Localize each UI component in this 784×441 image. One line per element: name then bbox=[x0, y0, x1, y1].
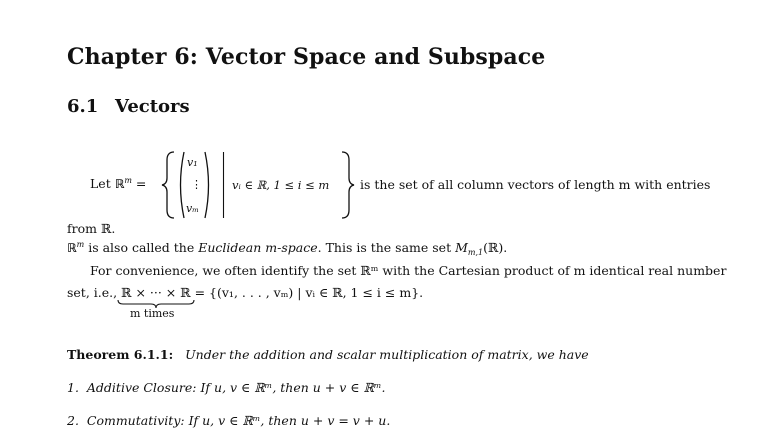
definition-let: Let bbox=[90, 176, 115, 191]
definition-equals: = bbox=[131, 176, 147, 191]
convenience-line-2 bbox=[67, 285, 423, 300]
euclidean-prefix: is also called the bbox=[84, 240, 199, 255]
section-number: 6.1 bbox=[67, 96, 99, 117]
real-set-symbol: ℝ bbox=[114, 177, 125, 191]
euclidean-line bbox=[67, 240, 507, 255]
theorem-statement: Under the addition and scalar multiplication of matrix, we have bbox=[185, 347, 589, 362]
convenience-line-1: For convenience, we often identify the set ℝᵐ with the Cartesian product of m identical real number bbox=[90, 263, 727, 278]
vector-entry-dots: ⋮ bbox=[191, 178, 202, 191]
euclidean-set-exponent: m bbox=[76, 240, 85, 249]
real-set-exponent: m bbox=[124, 176, 132, 185]
vector-left-paren bbox=[176, 150, 186, 220]
theorem-item-number: 2. bbox=[67, 413, 79, 428]
vector-right-paren bbox=[203, 150, 213, 220]
convenience-suffix: = {(v₁, . . . , vₘ) | vᵢ ∈ ℝ, 1 ≤ i ≤ m}. bbox=[190, 285, 424, 300]
matrix-set-name: M bbox=[455, 240, 468, 255]
section-heading bbox=[67, 96, 190, 117]
theorem-label: Theorem 6.1.1: bbox=[67, 347, 174, 362]
theorem-item bbox=[67, 380, 386, 395]
chapter-title: Chapter 6: Vector Space and Subspace bbox=[67, 44, 546, 70]
euclidean-set-symbol: ℝ bbox=[67, 241, 77, 255]
definition-continuation: from ℝ. bbox=[67, 221, 116, 236]
theorem-item bbox=[67, 413, 390, 428]
theorem-line bbox=[67, 347, 589, 362]
euclidean-middle: . This is the same set bbox=[317, 240, 456, 255]
vector-entry-last: vₘ bbox=[186, 202, 199, 215]
definition-lead bbox=[90, 176, 146, 191]
cartesian-product: ℝ × ··· × ℝ bbox=[121, 285, 191, 300]
matrix-set-subscript: m,1 bbox=[467, 248, 484, 257]
definition-condition: vᵢ ∈ ℝ, 1 ≤ i ≤ m bbox=[232, 178, 330, 192]
section-title: Vectors bbox=[115, 96, 190, 117]
theorem-item-number: 1. bbox=[67, 380, 79, 395]
definition-tail: is the set of all column vectors of length m with entries bbox=[360, 177, 711, 192]
theorem-item-text: Additive Closure: If u, v ∈ ℝᵐ, then u + v ∈ ℝᵐ. bbox=[86, 380, 386, 395]
convenience-prefix: set, i.e., bbox=[67, 285, 122, 300]
matrix-set-argument: (ℝ). bbox=[483, 240, 508, 255]
set-builder-bar bbox=[222, 152, 226, 218]
euclidean-term: Euclidean m-space bbox=[198, 240, 318, 255]
underbrace-label: m times bbox=[130, 307, 175, 320]
theorem-item-text: Commutativity: If u, v ∈ ℝᵐ, then u + v = v + u. bbox=[86, 413, 391, 428]
left-set-brace bbox=[160, 150, 176, 220]
vector-entry-first: v₁ bbox=[187, 156, 198, 169]
right-set-brace bbox=[340, 150, 356, 220]
